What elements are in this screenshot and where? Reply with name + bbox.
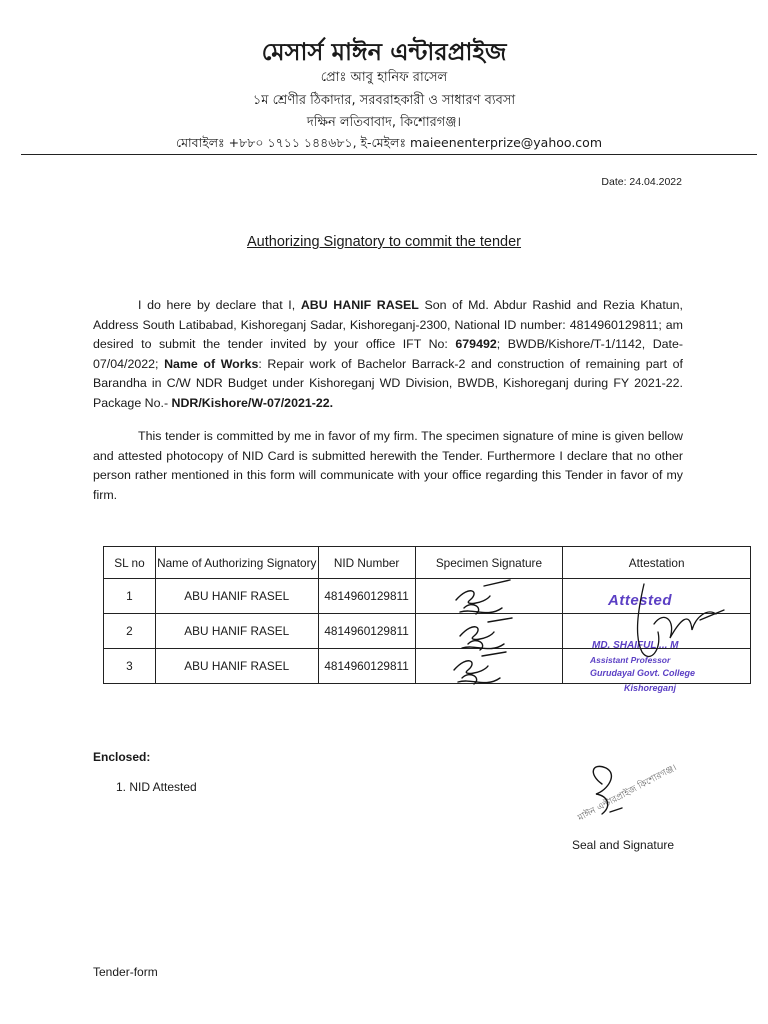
row-name: ABU HANIF RASEL [155, 614, 318, 649]
row-nid: 4814960129811 [318, 649, 415, 684]
row-attestation-cell [563, 649, 751, 684]
para1-text-4: : Repair work of Bachelor Barrack-2 and construction of remaining part of Barandha in C/W NDR Budget under Kishoreganj WD Division, BWDB, Kishoreganj during FY 2021-22. Package No.- [93, 356, 683, 410]
seal-text: মাঈন এন্টারপ্রাইজ কিশোরগঞ্জ। [576, 763, 679, 824]
ift-number: 679492 [455, 337, 497, 352]
proprietor-line: প্রোঃ আবু হানিফ রাসেল [320, 70, 448, 85]
header-signature: Specimen Signature [415, 547, 563, 579]
letter-date: Date: 24.04.2022 [601, 176, 682, 188]
firm-seal [562, 754, 692, 834]
address-line: দক্ষিন লতিবাবাদ, কিশোরগঞ্জ। [306, 115, 462, 130]
contact-line: মোবাইলঃ +৮৮০ ১৭১১ ১৪৪৬৮১, ই-মেইলঃ maieenenterprize@yahoo.com [176, 135, 602, 150]
attester-title: Assistant Professor [590, 655, 671, 665]
row-sl: 3 [104, 649, 156, 684]
works-label: Name of Works [164, 356, 259, 371]
seal-caption: Seal and Signature [572, 838, 675, 852]
commitment-text: This tender is committed by me in favor of my firm. The specimen signature of mine is given bellow and attested photocopy of NID Card is submitted herewith the Tender. Furthermore I declare that no other person rather mentioned in this form will communicate with your office regarding this Tender in favor of my firm. [93, 429, 683, 502]
package-number: NDR/Kishore/W-07/2021-22. [171, 395, 334, 410]
attester-city: Kishoreganj [624, 683, 677, 693]
para1-text-2: Son of Md. Abdur Rashid and Rezia Khatun, Address South Latibabad, Kishoreganj Sadar, Kishoreganj-2300, National ID number: 4814960129811; am desired to submit the tender invited by your office IFT No: [93, 298, 683, 352]
header-attestation: Attestation [563, 547, 751, 579]
document-title: Authorizing Signatory to commit the tender [246, 234, 522, 250]
enclosed-item: 1. NID Attested [116, 780, 197, 794]
business-line: ১ম শ্রেণীর ঠিকাদার, সরবরাহকারী ও সাধারণ ব্যবসা [252, 93, 516, 108]
para1-text-1: I do here by declare that I, [138, 298, 301, 312]
row-name: ABU HANIF RASEL [155, 579, 318, 614]
para1-text-3: ; BWDB/Kishore/T-1/1142, Date-07/04/2022; [93, 337, 683, 371]
row-signature-cell [415, 579, 563, 614]
company-name: মেসার্স মাঈন এন্টারপ্রাইজ [261, 38, 507, 66]
row-signature-cell [415, 649, 563, 684]
table-header-row [104, 547, 751, 579]
row-sl: 1 [104, 579, 156, 614]
declaration-paragraph [93, 296, 683, 414]
header-nid: NID Number [318, 547, 415, 579]
enclosed-heading: Enclosed: [93, 750, 151, 764]
header-name: Name of Authorizing Signatory [155, 547, 318, 579]
header-divider [21, 154, 757, 155]
row-name: ABU HANIF RASEL [155, 649, 318, 684]
row-nid: 4814960129811 [318, 579, 415, 614]
commitment-paragraph [93, 427, 683, 505]
declarant-name: ABU HANIF RASEL [300, 298, 419, 312]
row-signature-cell [415, 614, 563, 649]
table-row [104, 649, 751, 684]
row-sl: 2 [104, 614, 156, 649]
row-nid: 4814960129811 [318, 614, 415, 649]
attester-college: Gurudayal Govt. College [590, 668, 696, 678]
attester-name: MD. SHAIFUL ... M [592, 640, 679, 651]
footer-label: Tender-form [93, 965, 158, 979]
attested-stamp-word: Attested [608, 592, 673, 609]
firm-signature [593, 766, 622, 814]
header-sl: SL no [104, 547, 156, 579]
